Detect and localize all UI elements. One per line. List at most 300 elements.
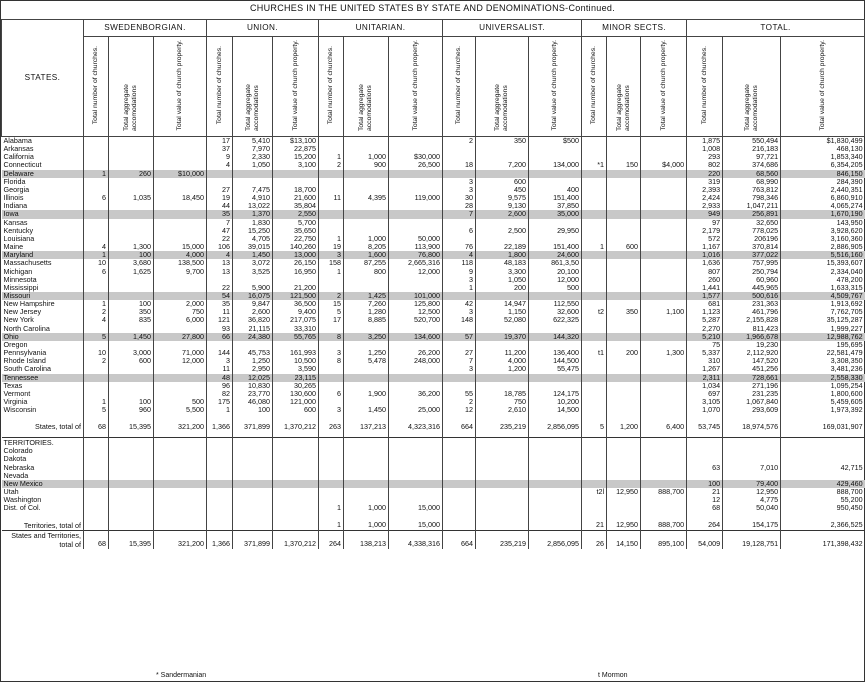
table-cell <box>109 374 154 382</box>
table-cell <box>233 513 273 531</box>
table-cell <box>443 464 476 472</box>
row-label: Dist. of Col. <box>3 504 41 513</box>
table-cell <box>582 210 607 218</box>
table-cell: 2,600 <box>233 308 273 316</box>
table-cell: 600 <box>476 178 529 186</box>
table-cell: 14,947 <box>476 300 529 308</box>
table-row <box>2 406 865 414</box>
table-cell <box>344 447 389 455</box>
table-cell <box>154 365 207 373</box>
table-cell <box>389 374 443 382</box>
table-cell: 24,600 <box>529 251 582 259</box>
table-cell: 1,966,678 <box>723 333 781 341</box>
table-cell <box>607 406 641 414</box>
table-cell <box>344 438 389 448</box>
footnote: t Mormon <box>598 672 628 679</box>
table-row <box>2 292 865 300</box>
column-header <box>207 37 233 137</box>
table-cell: 1,636 <box>687 259 723 267</box>
table-cell <box>723 455 781 463</box>
table-cell <box>389 464 443 472</box>
table-cell <box>687 447 723 455</box>
table-cell: 1,913,692 <box>781 300 865 308</box>
table-row <box>2 374 865 382</box>
states-header: STATES. <box>2 20 84 137</box>
table-cell: 11,200 <box>476 349 529 357</box>
table-cell <box>723 438 781 448</box>
table-cell <box>607 447 641 455</box>
column-header-label: Total number of churches. <box>92 46 99 125</box>
table-cell <box>273 170 319 178</box>
table-cell: 1,300 <box>109 243 154 251</box>
table-cell <box>109 202 154 210</box>
row-label: Colorado <box>3 447 33 456</box>
table-cell: 6 <box>84 194 109 202</box>
table-cell <box>476 464 529 472</box>
table-cell: $4,000 <box>641 161 687 169</box>
table-cell <box>109 284 154 292</box>
table-cell: 248,000 <box>389 357 443 365</box>
table-cell <box>84 513 109 531</box>
table-cell: 10,500 <box>273 357 319 365</box>
table-cell: 151,400 <box>529 194 582 202</box>
table-cell <box>781 447 865 455</box>
table-cell: 231,235 <box>723 390 781 398</box>
table-cell: 23,770 <box>233 390 273 398</box>
table-cell: 25,000 <box>389 406 443 414</box>
table-cell <box>443 325 476 333</box>
table-cell: 144,500 <box>529 357 582 365</box>
table-cell: 12,988,762 <box>781 333 865 341</box>
table-cell <box>582 406 607 414</box>
table-cell <box>607 472 641 480</box>
table-row <box>2 194 865 202</box>
table-cell <box>641 235 687 243</box>
table-cell: 23,115 <box>273 374 319 382</box>
table-cell: 2 <box>84 357 109 365</box>
table-cell <box>84 447 109 455</box>
table-cell <box>233 488 273 496</box>
table-cell: 1 <box>207 406 233 414</box>
table-cell <box>443 235 476 243</box>
table-cell: 310 <box>687 357 723 365</box>
table-cell: 217,075 <box>273 316 319 324</box>
row-label: Pennsylvania <box>3 349 47 358</box>
table-cell: 2,424 <box>687 194 723 202</box>
table-cell: 3 <box>319 349 344 357</box>
table-row <box>2 259 865 267</box>
table-cell <box>207 341 233 349</box>
group-header: UNITARIAN. <box>319 20 443 37</box>
table-cell: 68 <box>84 414 109 431</box>
table-cell <box>389 365 443 373</box>
table-cell <box>443 292 476 300</box>
table-cell: 231,363 <box>723 300 781 308</box>
table-cell: 1,000 <box>344 513 389 531</box>
table-cell: 36,500 <box>273 300 319 308</box>
table-cell: 2 <box>84 308 109 316</box>
table-cell: 15 <box>319 300 344 308</box>
table-cell: 27 <box>207 186 233 194</box>
table-cell <box>233 447 273 455</box>
table-cell: 2 <box>319 292 344 300</box>
table-cell: 36,200 <box>389 390 443 398</box>
table-cell: 1,370,212 <box>273 530 319 549</box>
column-header <box>233 37 273 137</box>
table-cell <box>154 210 207 218</box>
table-cell <box>641 227 687 235</box>
table-row <box>2 333 865 341</box>
table-cell: 811,423 <box>723 325 781 333</box>
table-cell <box>607 300 641 308</box>
table-cell: 1 <box>84 300 109 308</box>
table-cell: 468,130 <box>781 145 865 153</box>
table-cell: 2,600 <box>476 210 529 218</box>
table-cell <box>641 210 687 218</box>
table-cell <box>319 365 344 373</box>
table-cell: 6,354,205 <box>781 161 865 169</box>
group-header: TOTAL. <box>687 20 865 37</box>
table-cell <box>607 259 641 267</box>
table-cell <box>84 504 109 512</box>
table-cell: 1,450 <box>344 406 389 414</box>
table-cell <box>641 178 687 186</box>
table-cell <box>109 325 154 333</box>
table-cell: 1 <box>319 268 344 276</box>
table-row <box>2 227 865 235</box>
table-cell: 4,910 <box>233 194 273 202</box>
table-cell <box>84 227 109 235</box>
page-title: CHURCHES IN THE UNITED STATES BY STATE AND DENOMINATIONS-Continued. <box>250 3 615 13</box>
table-cell: 121,000 <box>273 398 319 406</box>
table-cell <box>582 316 607 324</box>
table-cell <box>607 464 641 472</box>
table-cell: 2,856,095 <box>529 414 582 431</box>
table-cell <box>641 137 687 146</box>
table-cell: 4,395 <box>344 194 389 202</box>
row-label: Indiana <box>3 202 28 211</box>
table-cell <box>273 276 319 284</box>
table-cell: 24,380 <box>233 333 273 341</box>
table-cell: 1,853,340 <box>781 153 865 161</box>
table-cell: 949 <box>687 210 723 218</box>
table-row <box>2 390 865 398</box>
table-cell: 22 <box>207 284 233 292</box>
table-cell <box>607 333 641 341</box>
territories-total-row <box>2 513 865 531</box>
table-cell: 100 <box>109 300 154 308</box>
table-cell: 600 <box>607 243 641 251</box>
table-cell <box>607 504 641 512</box>
table-cell: 1,100 <box>641 308 687 316</box>
table-cell: 27,800 <box>154 333 207 341</box>
table-row <box>2 365 865 373</box>
column-header <box>687 37 723 137</box>
row-label: Dakota <box>3 455 27 464</box>
table-cell: 7,762,705 <box>781 308 865 316</box>
table-cell: 1,067,840 <box>723 398 781 406</box>
table-cell <box>233 438 273 448</box>
table-cell <box>207 178 233 186</box>
table-cell <box>476 170 529 178</box>
row-label: Maine <box>3 243 24 252</box>
table-row <box>2 186 865 194</box>
table-cell: 3,105 <box>687 398 723 406</box>
table-cell <box>207 447 233 455</box>
table-cell <box>389 145 443 153</box>
table-cell <box>389 447 443 455</box>
table-cell <box>273 513 319 531</box>
table-cell <box>154 390 207 398</box>
table-cell: 4 <box>207 161 233 169</box>
table-cell <box>476 438 529 448</box>
table-cell <box>154 186 207 194</box>
table-cell: 76 <box>443 243 476 251</box>
table-cell: 2,334,040 <box>781 268 865 276</box>
column-header-label: Total value of church property. <box>551 40 559 131</box>
table-cell: 757,995 <box>723 259 781 267</box>
table-cell: 9 <box>207 153 233 161</box>
table-cell: 22,750 <box>273 235 319 243</box>
table-cell: 1,625 <box>109 268 154 276</box>
table-cell <box>319 276 344 284</box>
table-cell: 17 <box>319 316 344 324</box>
table-cell <box>582 382 607 390</box>
table-row <box>2 170 865 178</box>
table-cell: 374,686 <box>723 161 781 169</box>
row-label: New Jersey <box>3 308 42 317</box>
table-cell: 21,600 <box>273 194 319 202</box>
table-cell <box>207 496 233 504</box>
table-cell: 1,250 <box>233 357 273 365</box>
table-cell <box>607 268 641 276</box>
table-cell <box>154 178 207 186</box>
table-cell <box>207 480 233 488</box>
column-header <box>109 37 154 137</box>
table-cell: 1,370,212 <box>273 414 319 431</box>
table-cell: 1,200 <box>476 365 529 373</box>
table-row <box>2 178 865 186</box>
table-cell: 2,933 <box>687 202 723 210</box>
table-row <box>2 504 865 512</box>
table-cell <box>607 202 641 210</box>
table-cell: 2,179 <box>687 227 723 235</box>
table-cell: 147,520 <box>723 357 781 365</box>
table-cell <box>344 480 389 488</box>
table-cell <box>607 276 641 284</box>
table-cell <box>607 292 641 300</box>
table-cell: 321,200 <box>154 414 207 431</box>
table-cell <box>641 406 687 414</box>
table-cell: 1,267 <box>687 365 723 373</box>
table-cell <box>109 455 154 463</box>
table-cell <box>207 472 233 480</box>
table-cell: 9,400 <box>273 308 319 316</box>
table-cell: 17 <box>207 137 233 146</box>
table-cell: 7,010 <box>723 464 781 472</box>
table-cell <box>154 276 207 284</box>
table-cell: 7 <box>443 357 476 365</box>
row-label: Tennessee <box>2 374 84 382</box>
table-cell <box>529 513 582 531</box>
table-cell <box>344 398 389 406</box>
table-cell: 2,311 <box>687 374 723 382</box>
table-cell: 350 <box>607 308 641 316</box>
table-cell <box>273 488 319 496</box>
table-cell: 46,080 <box>233 398 273 406</box>
table-cell: 697 <box>687 390 723 398</box>
table-cell: 16,950 <box>273 268 319 276</box>
table-cell: 2,112,920 <box>723 349 781 357</box>
table-cell <box>154 480 207 488</box>
table-cell: 55 <box>443 390 476 398</box>
table-cell <box>443 438 476 448</box>
table-cell <box>582 178 607 186</box>
table-cell <box>443 455 476 463</box>
table-cell <box>582 292 607 300</box>
table-cell: 36,820 <box>233 316 273 324</box>
table-cell <box>582 504 607 512</box>
table-cell <box>582 251 607 259</box>
table-cell: 750 <box>154 308 207 316</box>
table-cell: 13,000 <box>273 251 319 259</box>
table-cell <box>273 504 319 512</box>
table-cell: 3,590 <box>273 365 319 373</box>
table-cell <box>109 438 154 448</box>
table-row <box>2 235 865 243</box>
table-cell: 9,130 <box>476 202 529 210</box>
table-cell: 5 <box>319 308 344 316</box>
table-cell: 450 <box>476 186 529 194</box>
table-cell: 20,100 <box>529 268 582 276</box>
table-cell: 113,900 <box>389 243 443 251</box>
row-label: Louisiana <box>3 234 35 243</box>
table-cell <box>319 382 344 390</box>
table-cell: 5,410 <box>233 137 273 146</box>
table-cell: 19 <box>207 194 233 202</box>
column-header <box>154 37 207 137</box>
table-cell <box>273 455 319 463</box>
table-cell: 16,075 <box>233 292 273 300</box>
table-cell <box>607 210 641 218</box>
table-row <box>2 276 865 284</box>
table-cell <box>84 374 109 382</box>
row-label: Minnesota <box>3 275 37 284</box>
table-cell: 3 <box>443 276 476 284</box>
table-cell <box>344 170 389 178</box>
table-cell: 461,796 <box>723 308 781 316</box>
table-cell: 42 <box>443 300 476 308</box>
table-cell <box>389 398 443 406</box>
table-cell <box>154 488 207 496</box>
table-cell: 200 <box>607 349 641 357</box>
table-cell: 798,346 <box>723 194 781 202</box>
column-header-label: Total aggregate accomodations <box>494 84 510 132</box>
table-cell <box>344 186 389 194</box>
table-cell <box>607 496 641 504</box>
table-cell <box>582 357 607 365</box>
table-cell: 778,025 <box>723 227 781 235</box>
row-label: Kansas <box>3 218 28 227</box>
table-cell: 42,715 <box>781 464 865 472</box>
table-cell: 22,581,479 <box>781 349 865 357</box>
table-cell: 5,900 <box>233 284 273 292</box>
table-cell: 26,500 <box>389 161 443 169</box>
table-cell <box>207 464 233 472</box>
table-cell: 15,000 <box>389 513 443 531</box>
table-cell: t2l <box>582 488 607 496</box>
table-cell: 1 <box>319 513 344 531</box>
row-label: TERRITORIES. <box>2 438 84 448</box>
table-cell <box>443 341 476 349</box>
table-cell: 3,300 <box>476 268 529 276</box>
table-cell: 14,500 <box>529 406 582 414</box>
table-cell: 9,847 <box>233 300 273 308</box>
table-cell <box>84 202 109 210</box>
table-cell <box>207 438 233 448</box>
table-cell: 9 <box>443 268 476 276</box>
table-cell <box>319 137 344 146</box>
table-cell: 861,3,50 <box>529 259 582 267</box>
table-cell: 8 <box>319 333 344 341</box>
table-cell: 888,700 <box>641 488 687 496</box>
table-cell <box>109 292 154 300</box>
table-cell: 2,856,095 <box>529 530 582 549</box>
table-cell <box>389 325 443 333</box>
table-cell <box>344 276 389 284</box>
table-cell <box>109 341 154 349</box>
column-header <box>319 37 344 137</box>
row-label: Arkansas <box>3 145 34 154</box>
table-cell: 2,950 <box>233 365 273 373</box>
table-cell <box>319 464 344 472</box>
row-label: Ohio <box>2 333 84 341</box>
table-cell: 1 <box>443 284 476 292</box>
table-cell: 171,398,432 <box>781 530 865 549</box>
table-cell <box>319 480 344 488</box>
table-cell <box>389 210 443 218</box>
table-cell: 550,494 <box>723 137 781 146</box>
table-cell: 52,080 <box>476 316 529 324</box>
table-cell <box>582 276 607 284</box>
table-cell <box>389 455 443 463</box>
table-cell: 2,440,351 <box>781 186 865 194</box>
table-cell: 1,035 <box>109 194 154 202</box>
table-cell <box>273 496 319 504</box>
table-cell: 35,804 <box>273 202 319 210</box>
table-cell: 35,000 <box>529 210 582 218</box>
table-cell: 136,400 <box>529 349 582 357</box>
table-row <box>2 357 865 365</box>
table-cell: 12,950 <box>607 513 641 531</box>
column-header-label: Total value of church property. <box>291 40 299 131</box>
table-cell <box>389 170 443 178</box>
table-cell: 4,705 <box>233 235 273 243</box>
table-cell <box>319 284 344 292</box>
table-cell <box>109 161 154 169</box>
table-cell: 3,308,350 <box>781 357 865 365</box>
table-cell <box>607 390 641 398</box>
table-cell <box>443 472 476 480</box>
table-cell: 119,000 <box>389 194 443 202</box>
table-cell: 1,999,227 <box>781 325 865 333</box>
table-row <box>2 137 865 146</box>
table-cell: 29,950 <box>529 227 582 235</box>
table-cell <box>233 472 273 480</box>
table-cell: 1,425 <box>344 292 389 300</box>
table-cell <box>344 365 389 373</box>
column-header <box>476 37 529 137</box>
